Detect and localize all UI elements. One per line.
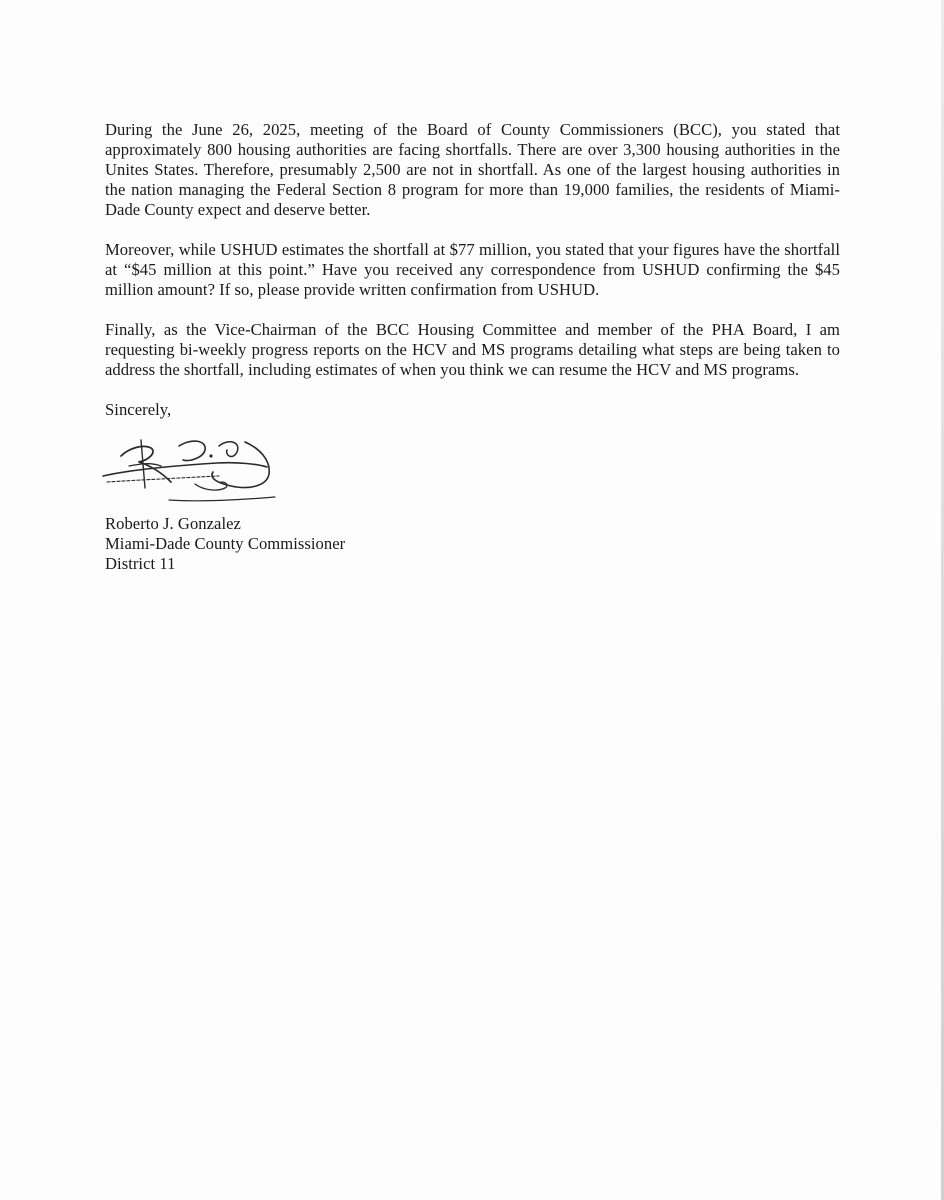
closing-salutation: Sincerely, (105, 400, 172, 419)
paragraph-shortfall-estimate: Moreover, while USHUD estimates the shortfall at $77 million, you stated that your figures have the shortfall at “$45 million at this point.” Have you received any correspondence from USHUD confirming the $45 million amount? If so, please provide written confirmation from USHUD. (105, 240, 840, 299)
signature-block (105, 514, 840, 574)
paragraph-bcc-meeting: During the June 26, 2025, meeting of the Board of County Commissioners (BCC), you stated that approximately 800 housing authorities are facing shortfalls. There are over 3,300 housing authorities in the Unites States. Therefore, presumably 2,500 are not in shortfall. As one of the largest housing authorities in the nation managing the Federal Section 8 program for more than 19,000 families, the residents of Miami-Dade County expect and deserve better. (105, 120, 840, 219)
signer-name: Roberto J. Gonzalez (105, 514, 241, 533)
letter-body (105, 120, 840, 574)
signer-title: Miami-Dade County Commissioner (105, 534, 346, 553)
signer-district: District 11 (105, 554, 176, 573)
paragraph-progress-request: Finally, as the Vice-Chairman of the BCC Housing Committee and member of the PHA Board, I am requesting bi-weekly progress reports on the HCV and MS programs detailing what steps are being taken to address the shortfall, including estimates of when you think we can resume the HCV and MS programs. (105, 320, 840, 379)
handwritten-signature (99, 426, 299, 508)
